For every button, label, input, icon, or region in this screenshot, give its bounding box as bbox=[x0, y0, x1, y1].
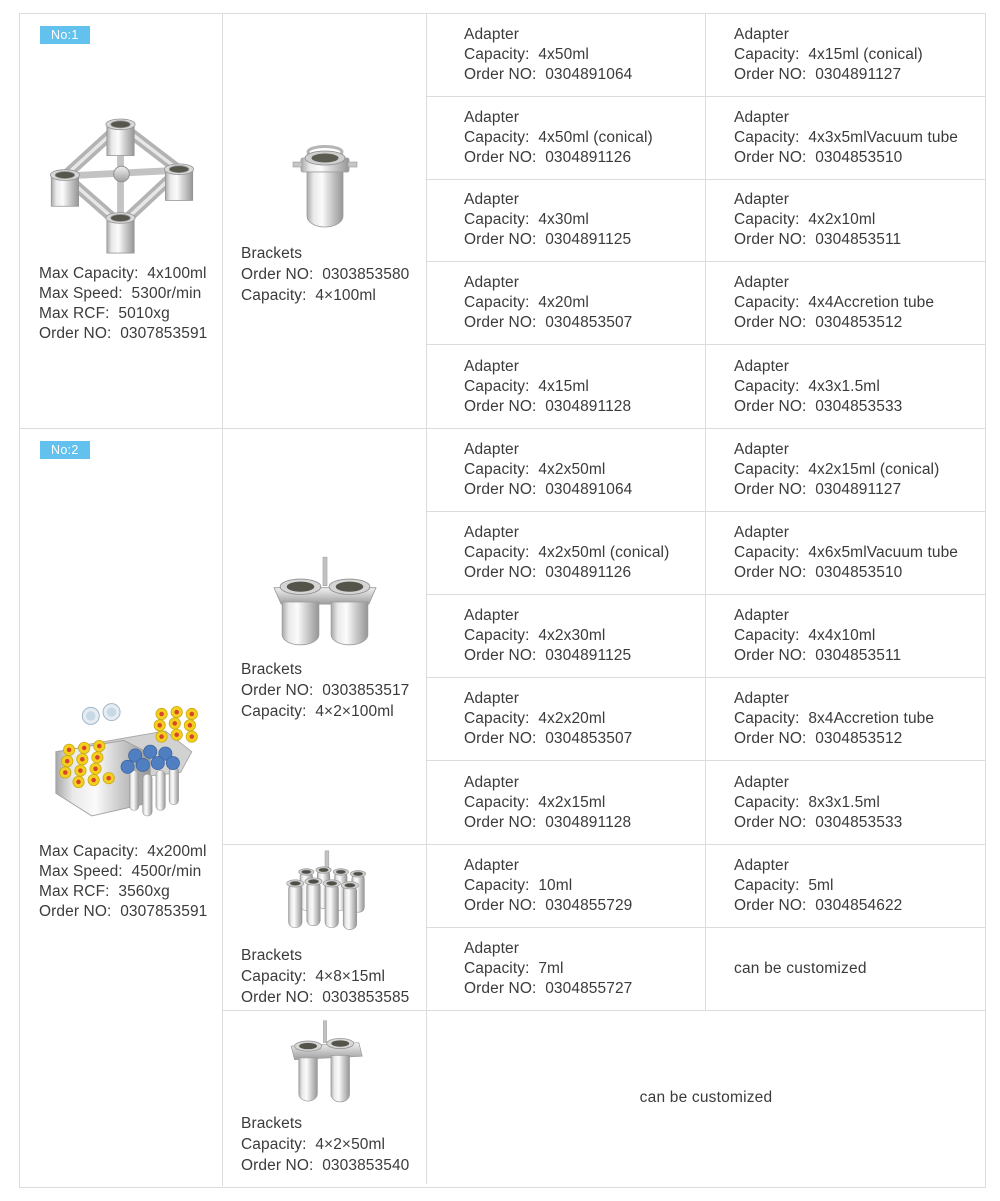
adapter-capacity: Capacity: 4x30ml bbox=[464, 211, 589, 229]
adapter-capacity: Capacity: 4x3x5mlVacuum tube bbox=[734, 128, 959, 146]
adapter-title: Adapter bbox=[464, 108, 519, 126]
spec-line: Max Speed: 4500r/min bbox=[39, 862, 202, 880]
bracket-line: Capacity: 4×2×100ml bbox=[241, 703, 394, 720]
adapter-order: Order NO: 0304853511 bbox=[734, 231, 902, 249]
adapter-cell bbox=[427, 928, 706, 1011]
spec-line: Max Speed: 5300r/min bbox=[39, 285, 202, 302]
adapter-order: Order NO: 0304891064 bbox=[464, 481, 633, 498]
adapter-cell bbox=[706, 97, 985, 180]
adapter-cell bbox=[427, 262, 706, 345]
bracket-text bbox=[223, 243, 409, 306]
bracket-cell-4x8x15 bbox=[223, 845, 427, 1010]
adapter-cell bbox=[706, 678, 985, 761]
adapter-title: Adapter bbox=[464, 191, 519, 209]
adapter-capacity: Capacity: 4x2x15ml bbox=[464, 793, 606, 811]
bracket-4x8x15-image bbox=[271, 847, 379, 939]
spec-line: Max Capacity: 4x100ml bbox=[39, 265, 207, 282]
adapter-capacity: Capacity: 4x20ml bbox=[464, 294, 589, 312]
adapter-title: Adapter bbox=[464, 441, 519, 458]
adapter-title: Adapter bbox=[464, 773, 519, 791]
adapter-grid-sub1 bbox=[427, 429, 985, 844]
bracket-cell-4x100 bbox=[223, 14, 427, 428]
adapter-order: Order NO: 0304891064 bbox=[464, 65, 633, 83]
subrow-bracket-4x8x15 bbox=[223, 845, 985, 1011]
bracket-text bbox=[223, 659, 409, 722]
adapter-cell bbox=[706, 345, 985, 428]
adapter-order: Order NO: 0304853510 bbox=[734, 148, 903, 166]
rotor-specs bbox=[20, 842, 207, 922]
adapter-order: Order NO: 0304891127 bbox=[734, 65, 902, 83]
rotor-cell-2 bbox=[20, 429, 223, 1186]
adapter-title: Adapter bbox=[464, 274, 519, 292]
adapter-cell bbox=[706, 262, 985, 345]
adapter-title: Adapter bbox=[464, 856, 519, 874]
row-no2 bbox=[20, 429, 985, 1186]
adapter-title: Adapter bbox=[734, 607, 789, 624]
adapter-order: Order NO: 0304891128 bbox=[464, 397, 632, 415]
spec-line: Max RCF: 5010xg bbox=[39, 305, 170, 322]
adapter-capacity: Capacity: 4x4x10ml bbox=[734, 627, 876, 644]
product-number-badge: No:1 bbox=[40, 26, 90, 44]
adapter-cell bbox=[427, 595, 706, 678]
adapter-title: Adapter bbox=[464, 25, 519, 43]
adapter-capacity: Capacity: 7ml bbox=[464, 959, 564, 977]
bracket-title: Brackets bbox=[241, 244, 303, 262]
adapter-capacity: Capacity: 4x2x10ml bbox=[734, 211, 876, 229]
adapter-cell bbox=[427, 761, 706, 844]
spec-line: Max RCF: 3560xg bbox=[39, 882, 170, 900]
rotor-4x100-image bbox=[35, 98, 207, 256]
rotor-cell-1 bbox=[20, 14, 223, 428]
bracket-4x100-image bbox=[284, 137, 366, 237]
spec-line: Order NO: 0307853591 bbox=[39, 325, 208, 342]
parts-table bbox=[19, 13, 986, 1188]
adapter-order: Order NO: 0304853512 bbox=[734, 730, 903, 747]
adapter-capacity: Capacity: 4x2x30ml bbox=[464, 627, 606, 644]
adapter-cell bbox=[427, 97, 706, 180]
adapter-title: Adapter bbox=[464, 357, 519, 375]
adapter-capacity: Capacity: 4x50ml (conical) bbox=[464, 128, 653, 146]
adapter-order: Order NO: 0304853511 bbox=[734, 647, 902, 664]
spec-line: Order NO: 0307853591 bbox=[39, 902, 208, 920]
bracket-4x2x50-image bbox=[277, 1019, 373, 1107]
adapter-capacity: Capacity: 8x4Accretion tube bbox=[734, 710, 935, 727]
adapter-capacity: Capacity: 4x2x50ml (conical) bbox=[464, 544, 670, 561]
adapter-cell bbox=[706, 512, 985, 595]
adapter-title: Adapter bbox=[734, 357, 789, 375]
adapter-cell bbox=[427, 345, 706, 428]
adapter-title: Adapter bbox=[464, 524, 519, 541]
adapter-cell bbox=[427, 512, 706, 595]
adapter-order: Order NO: 0304853512 bbox=[734, 314, 903, 332]
adapter-title: Adapter bbox=[734, 191, 789, 209]
adapter-order: Order NO: 0304854622 bbox=[734, 896, 903, 914]
bracket-line: Order NO: 0303853585 bbox=[241, 989, 410, 1006]
adapter-grid-sub2 bbox=[427, 845, 985, 1010]
customized-merged-cell bbox=[427, 1011, 985, 1184]
adapter-capacity: Capacity: 4x3x1.5ml bbox=[734, 377, 880, 395]
adapter-capacity: Capacity: 10ml bbox=[464, 876, 573, 894]
adapter-capacity: Capacity: 8x3x1.5ml bbox=[734, 793, 880, 811]
bracket-line: Order NO: 0303853517 bbox=[241, 682, 410, 699]
adapter-capacity: Capacity: 4x50ml bbox=[464, 45, 589, 63]
row2-right bbox=[223, 429, 985, 1186]
adapter-title: Adapter bbox=[734, 773, 789, 791]
adapter-order: Order NO: 0304853510 bbox=[734, 564, 903, 581]
adapter-title: Adapter bbox=[464, 939, 519, 957]
adapter-capacity: Capacity: 4x2x50ml bbox=[464, 461, 606, 478]
subrow-bracket-4x2x100 bbox=[223, 429, 985, 845]
adapter-title: Adapter bbox=[464, 607, 519, 624]
bracket-4x2x100-image bbox=[266, 551, 384, 653]
adapter-capacity: Capacity: 4x15ml bbox=[464, 377, 589, 395]
adapter-cell bbox=[427, 180, 706, 263]
adapter-order: Order NO: 0304853507 bbox=[464, 730, 633, 747]
adapter-order: Order NO: 0304855729 bbox=[464, 896, 633, 914]
bracket-cell-4x2x50 bbox=[223, 1011, 427, 1184]
bracket-text bbox=[223, 1113, 409, 1176]
adapter-order: Order NO: 0304891126 bbox=[464, 564, 632, 581]
bracket-title: Brackets bbox=[241, 947, 303, 964]
adapter-order: Order NO: 0304853533 bbox=[734, 813, 903, 831]
adapter-cell bbox=[706, 845, 985, 928]
adapter-order: Order NO: 0304891128 bbox=[464, 813, 632, 831]
adapter-title: Adapter bbox=[464, 690, 519, 707]
row-no1 bbox=[20, 14, 985, 429]
adapter-cell bbox=[427, 678, 706, 761]
adapter-title: Adapter bbox=[734, 856, 789, 874]
customized-text: can be customized bbox=[734, 959, 867, 977]
adapter-cell bbox=[427, 845, 706, 928]
product-number-badge: No:2 bbox=[40, 441, 90, 459]
adapter-cell bbox=[706, 180, 985, 263]
bracket-line: Capacity: 4×2×50ml bbox=[241, 1136, 386, 1153]
bracket-title: Brackets bbox=[241, 661, 303, 678]
adapter-capacity: Capacity: 4x6x5mlVacuum tube bbox=[734, 544, 959, 561]
adapter-capacity: Capacity: 4x4Accretion tube bbox=[734, 294, 935, 312]
adapter-capacity: Capacity: 4x15ml (conical) bbox=[734, 45, 923, 63]
adapter-capacity: Capacity: 5ml bbox=[734, 876, 834, 894]
customized-cell bbox=[706, 928, 985, 1011]
adapter-order: Order NO: 0304853507 bbox=[464, 314, 633, 332]
bracket-line: Capacity: 4×100ml bbox=[241, 286, 376, 304]
customized-text: can be customized bbox=[639, 1088, 773, 1106]
bracket-line: Order NO: 0303853540 bbox=[241, 1157, 410, 1174]
bracket-cell-4x2x100 bbox=[223, 429, 427, 844]
rotor-specs bbox=[20, 264, 207, 344]
adapter-cell bbox=[706, 595, 985, 678]
adapter-cell bbox=[706, 761, 985, 844]
adapter-capacity: Capacity: 4x2x20ml bbox=[464, 710, 606, 727]
adapter-cell bbox=[427, 429, 706, 512]
adapter-cell bbox=[706, 14, 985, 97]
rotor-4x200-image bbox=[37, 694, 205, 834]
adapter-order: Order NO: 0304891126 bbox=[464, 148, 632, 166]
subrow-bracket-4x2x50 bbox=[223, 1011, 985, 1184]
adapter-capacity: Capacity: 4x2x15ml (conical) bbox=[734, 461, 940, 478]
adapter-order: Order NO: 0304891125 bbox=[464, 647, 632, 664]
bracket-title: Brackets bbox=[241, 1115, 303, 1132]
adapter-title: Adapter bbox=[734, 274, 789, 292]
bracket-line: Capacity: 4×8×15ml bbox=[241, 968, 386, 985]
adapter-title: Adapter bbox=[734, 108, 789, 126]
adapter-order: Order NO: 0304853533 bbox=[734, 397, 903, 415]
adapter-order: Order NO: 0304855727 bbox=[464, 979, 633, 997]
adapter-title: Adapter bbox=[734, 524, 789, 541]
bracket-text bbox=[223, 945, 409, 1008]
adapter-cell bbox=[427, 14, 706, 97]
adapter-title: Adapter bbox=[734, 25, 789, 43]
spec-line: Max Capacity: 4x200ml bbox=[39, 842, 207, 860]
bracket-line: Order NO: 0303853580 bbox=[241, 265, 410, 283]
adapter-title: Adapter bbox=[734, 690, 789, 707]
adapter-grid-row1 bbox=[427, 14, 985, 428]
adapter-title: Adapter bbox=[734, 441, 789, 458]
adapter-cell bbox=[706, 429, 985, 512]
adapter-order: Order NO: 0304891125 bbox=[464, 231, 632, 249]
adapter-order: Order NO: 0304891127 bbox=[734, 481, 902, 498]
